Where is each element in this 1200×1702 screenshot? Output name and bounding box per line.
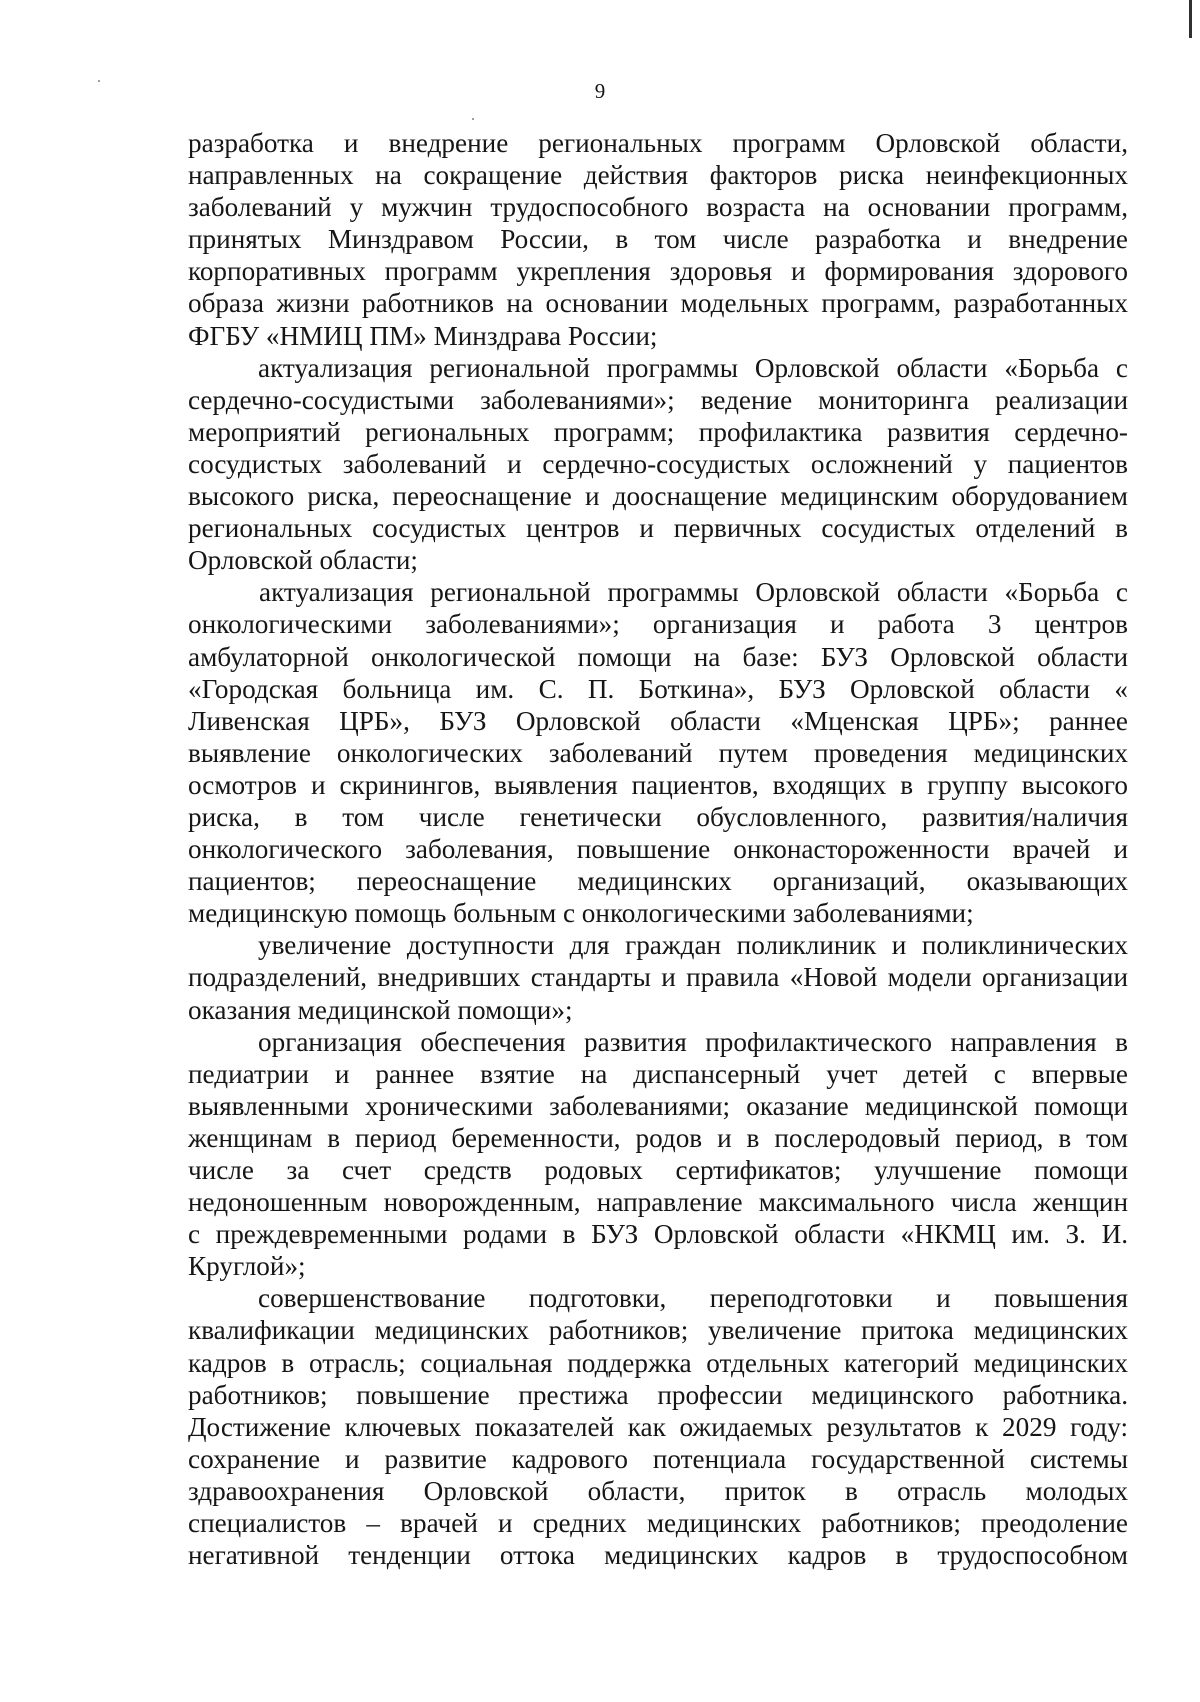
text-line: актуализация региональной программы Орловской области «Борьба с [258,352,1128,383]
text-line: амбулаторной онкологической помощи на базе: БУЗ Орловской области [188,641,1128,672]
text-line: педиатрии и раннее взятие на диспансерный учет детей с впервые [188,1058,1128,1089]
text-line: выявление онкологических заболеваний путем проведения медицинских [188,737,1128,768]
text-line: увеличение доступности для граждан поликлиник и поликлинических [258,930,1128,961]
text-line: пациентов; переоснащение медицинских организаций, оказывающих [188,866,1128,897]
text-line: сердечно-сосудистыми заболеваниями»; ведение мониторинга реализации [188,384,1128,415]
scan-speck [472,118,474,120]
text-line: работников; повышение престижа профессии медицинского работника. [188,1379,1128,1410]
text-line: «Городская больница им. С. П. Боткина», БУЗ Орловской области « [188,673,1128,704]
text-line: ФГБУ «НМИЦ ПМ» Минздрава России; [188,320,658,351]
text-line: медицинскую помощь больным с онкологическими заболеваниями; [188,898,974,929]
text-line: осмотров и скринингов, выявления пациентов, входящих в группу высокого [188,769,1128,800]
text-line: сохранение и развитие кадрового потенциала государственной системы [188,1443,1128,1474]
text-line: риска, в том числе генетически обусловленного, развития/наличия [188,801,1128,832]
text-line: заболеваний у мужчин трудоспособного возраста на основании программ, [188,192,1128,223]
text-line: с преждевременными родами в БУЗ Орловской области «НКМЦ им. З. И. [188,1219,1128,1250]
text-line: региональных сосудистых центров и первичных сосудистых отделений в [188,513,1128,544]
document-body [188,127,1128,1571]
text-line: оказания медицинской помощи»; [188,994,573,1025]
text-line: Орловской области; [188,545,418,576]
text-line: специалистов – врачей и средних медицинских работников; преодоление [188,1508,1128,1539]
text-line: подразделений, внедривших стандарты и правила «Новой модели организации [188,962,1128,993]
text-line: онкологического заболевания, повышение онконастороженности врачей и [188,834,1128,865]
text-line: числе за счет средств родовых сертификатов; улучшение помощи [188,1155,1128,1185]
text-line: квалификации медицинских работников; увеличение притока медицинских [188,1315,1128,1346]
text-line: организация обеспечения развития профилактического направления в [258,1026,1128,1057]
text-line: высокого риска, переоснащение и дооснащение медицинским оборудованием [188,481,1128,512]
text-line: выявленными хроническими заболеваниями; оказание медицинской помощи [188,1090,1128,1121]
text-line: женщинам в период беременности, родов и в послеродовый период, в том [188,1122,1128,1153]
text-line: актуализация региональной программы Орловской области «Борьба с [259,577,1128,608]
text-line: направленных на сокращение действия факторов риска неинфекционных [188,160,1128,191]
text-line: негативной тенденции оттока медицинских кадров в трудоспособном [188,1540,1128,1571]
text-line: сосудистых заболеваний и сердечно-сосудистых осложнений у пациентов [188,448,1128,479]
text-line: Достижение ключевых показателей как ожидаемых результатов к 2029 году: [188,1411,1128,1442]
scan-edge-mark [1189,0,1192,38]
text-line: Круглой»; [188,1251,306,1282]
text-line: онкологическими заболеваниями»; организация и работа 3 центров [188,609,1128,640]
text-line: совершенствование подготовки, переподготовки и повышения [258,1283,1128,1314]
page-number: 9 [594,79,606,103]
text-line: принятых Минздравом России, в том числе разработка и внедрение [188,224,1128,255]
text-line: Ливенская ЦРБ», БУЗ Орловской области «Мценская ЦРБ»; раннее [188,705,1128,736]
text-line: здравоохранения Орловской области, приток в отрасль молодых [188,1475,1128,1506]
text-line: мероприятий региональных программ; профилактика развития сердечно- [188,416,1128,447]
text-line: недоношенным новорожденным, направление максимального числа женщин [188,1187,1128,1218]
text-line: образа жизни работников на основании модельных программ, разработанных [188,288,1128,319]
text-line: кадров в отрасль; социальная поддержка отдельных категорий медицинских [188,1347,1128,1378]
text-line: корпоративных программ укрепления здоровья и формирования здорового [188,256,1128,287]
text-line: разработка и внедрение региональных программ Орловской области, [188,128,1128,158]
